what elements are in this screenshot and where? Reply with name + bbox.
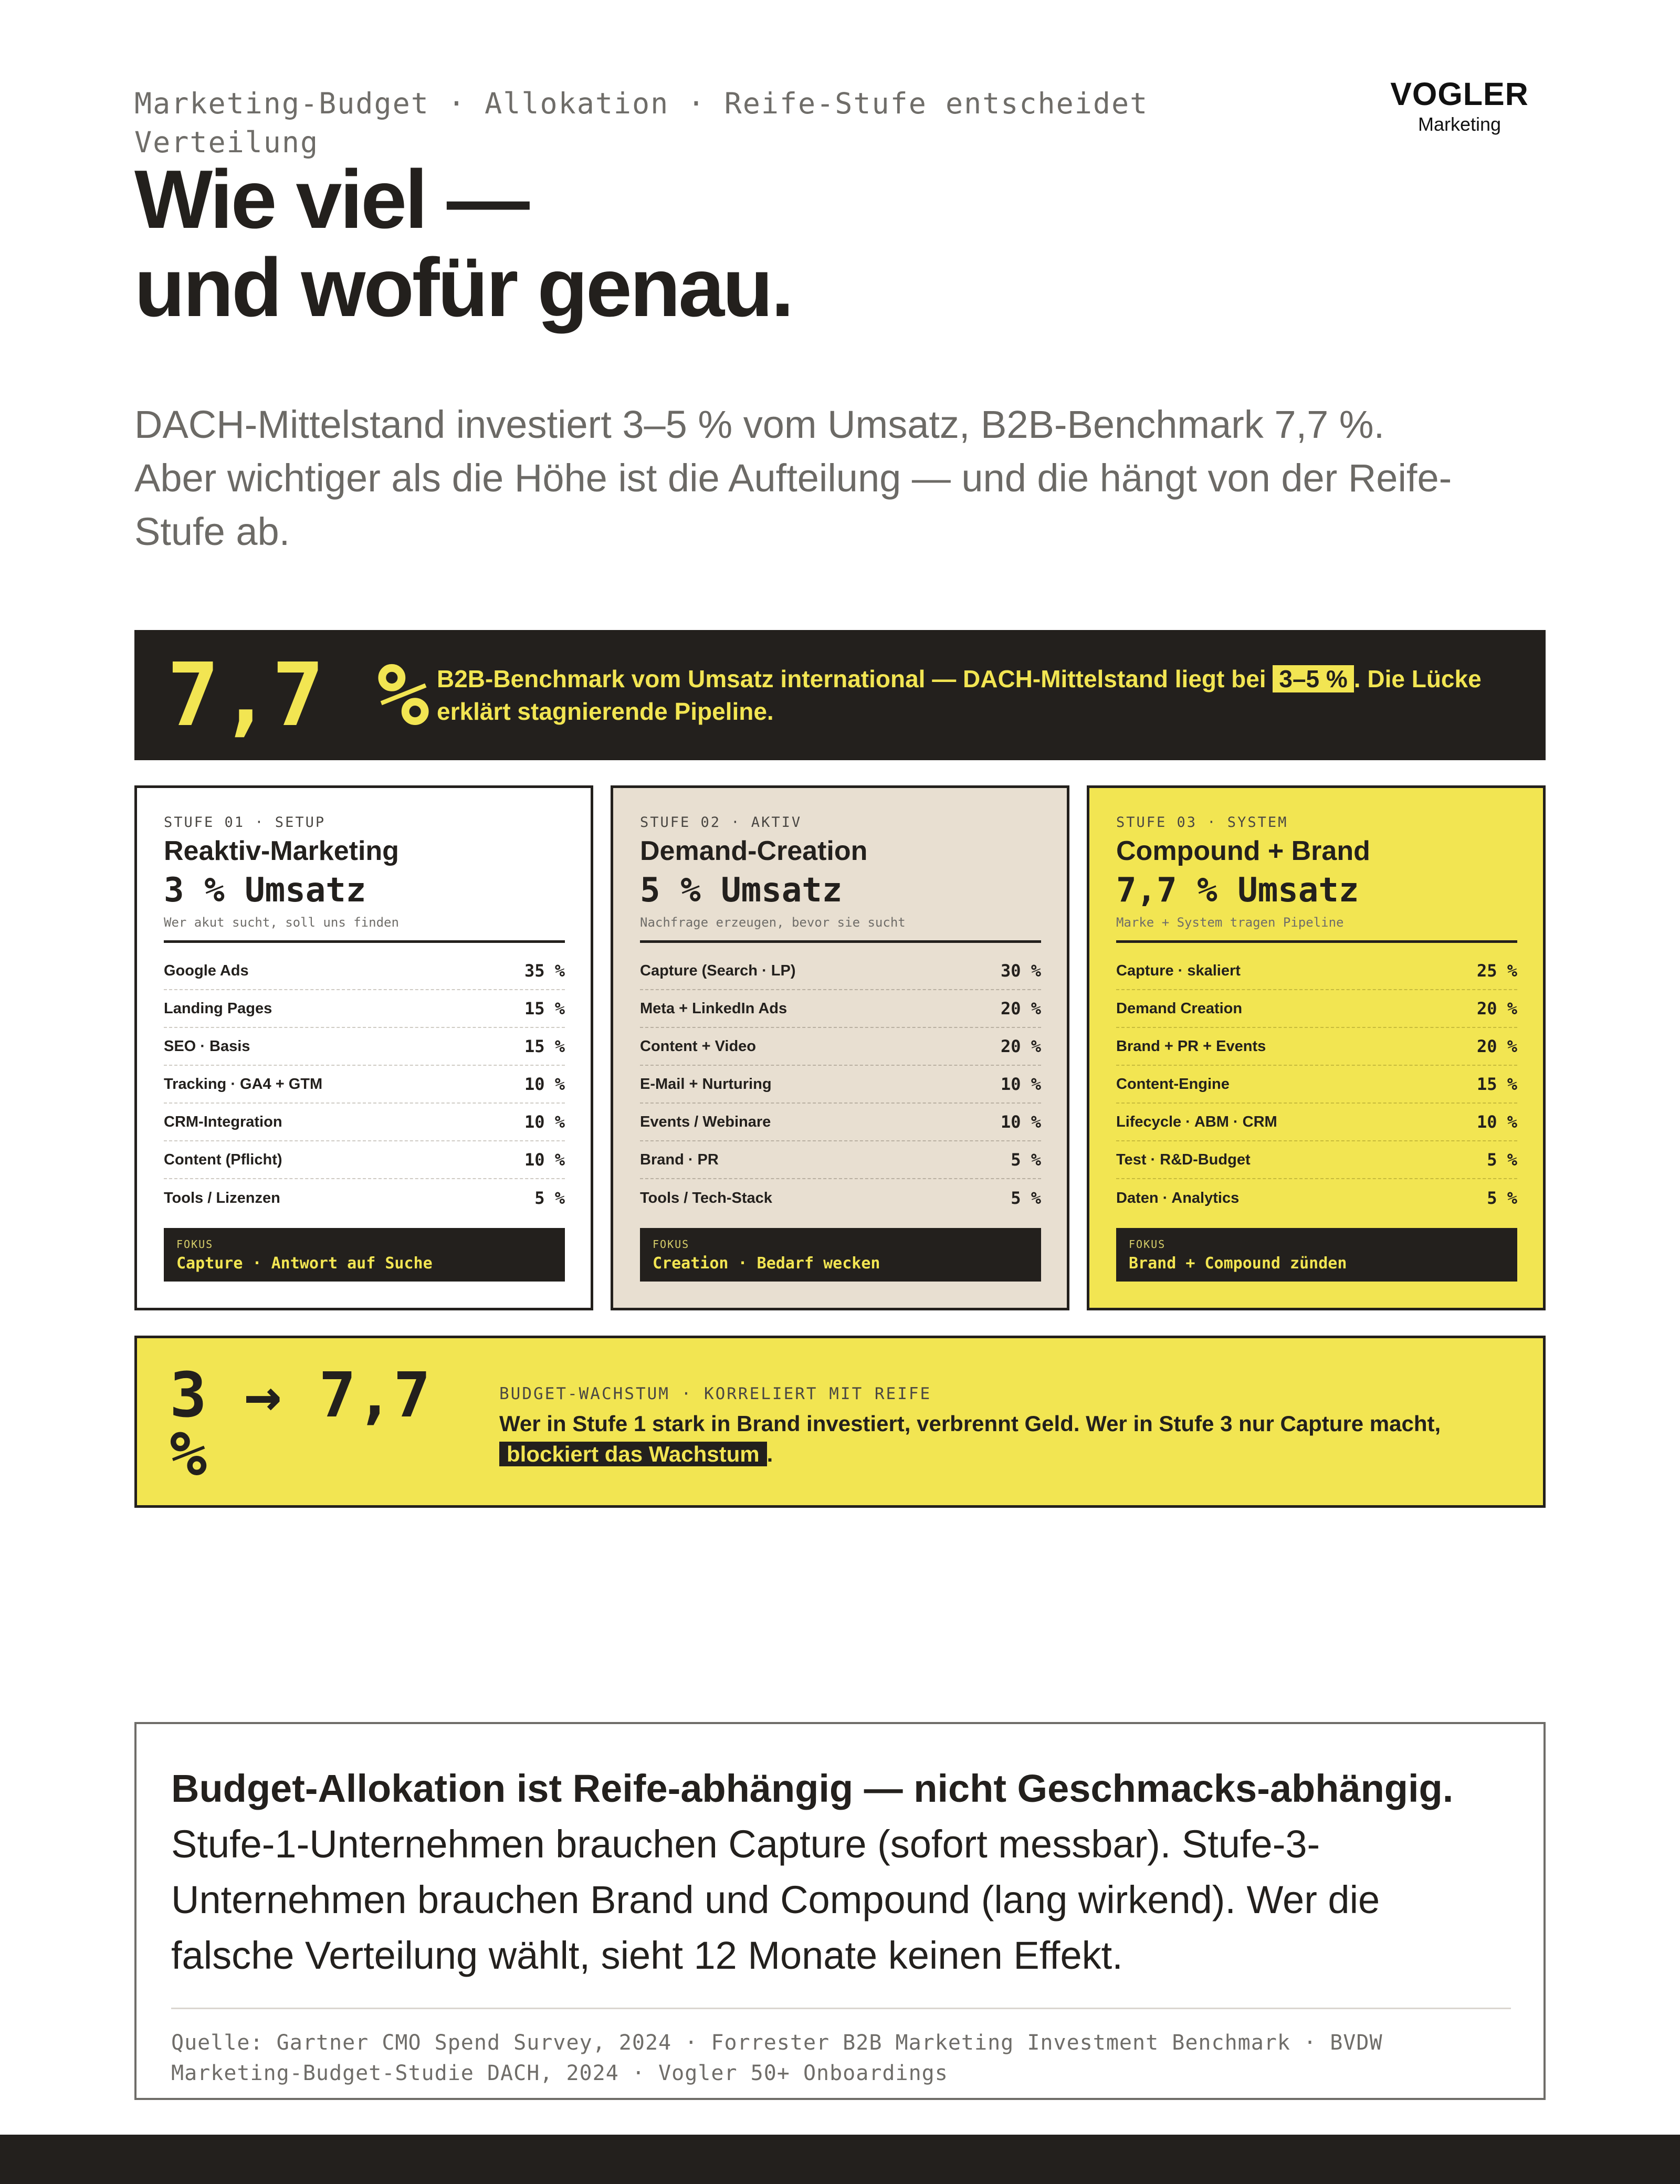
benchmark-text-before: B2B-Benchmark vom Umsatz international — DACH-Mittelstand liegt bei [437, 665, 1273, 692]
allocation-label: Capture · skaliert [1116, 962, 1241, 979]
allocation-row [640, 1066, 1041, 1104]
allocation-row [1116, 990, 1517, 1028]
source-note: Quelle: Gartner CMO Spend Survey, 2024 · Forrester B2B Marketing Investment Benchmark · BVDW Marketing-Budget-Studie DACH, 2024 · Vogler 50+ Onboardings [171, 2031, 1383, 2085]
allocation-row [1116, 1066, 1517, 1104]
allocation-row [640, 1179, 1041, 1217]
allocation-value: 10 % [524, 1112, 565, 1132]
focus-value: Brand + Compound zünden [1129, 1254, 1347, 1273]
allocation-row [640, 952, 1041, 990]
growth-text [499, 1409, 1497, 1469]
allocation-row [1116, 1104, 1517, 1141]
allocation-row [164, 1028, 565, 1066]
allocation-list [640, 952, 1041, 1217]
stage-focus-box [164, 1228, 565, 1282]
growth-text-before: Wer in Stufe 1 stark in Brand investiert, verbrennt Geld. Wer in Stufe 3 nur Capture macht, [499, 1411, 1441, 1436]
allocation-value: 20 % [1476, 999, 1517, 1018]
stage-title: Demand-Creation [640, 836, 868, 866]
stage-card-content [1116, 813, 1517, 1217]
stage-tagline: Nachfrage erzeugen, bevor sie sucht [640, 915, 906, 930]
allocation-row [640, 1104, 1041, 1141]
allocation-row [640, 990, 1041, 1028]
allocation-list [1116, 952, 1517, 1217]
allocation-label: Tools / Tech-Stack [640, 1189, 772, 1206]
allocation-value: 5 % [534, 1188, 565, 1208]
allocation-row [1116, 952, 1517, 990]
allocation-row [164, 1104, 565, 1141]
stage-title: Reaktiv-Marketing [164, 836, 399, 866]
allocation-value: 5 % [1011, 1150, 1041, 1170]
focus-label: FOKUS [1129, 1238, 1166, 1251]
allocation-label: CRM-Integration [164, 1113, 282, 1130]
focus-label: FOKUS [176, 1238, 214, 1251]
allocation-value: 35 % [524, 961, 565, 981]
allocation-value: 5 % [1011, 1188, 1041, 1208]
stage-card-3 [1087, 785, 1546, 1310]
growth-callout [134, 1336, 1546, 1508]
allocation-value: 20 % [1000, 1036, 1041, 1056]
logo-wordmark: VOGLER [1390, 76, 1529, 112]
allocation-label: Meta + LinkedIn Ads [640, 1000, 788, 1017]
stage-label: STUFE 01 · SETUP [164, 814, 326, 831]
conclusion-box [134, 1722, 1546, 2100]
growth-highlight: blockiert das Wachstum [499, 1442, 767, 1466]
allocation-value: 10 % [1000, 1112, 1041, 1132]
benchmark-highlight: 3–5 % [1273, 665, 1353, 692]
allocation-row [164, 1141, 565, 1179]
allocation-row [1116, 1028, 1517, 1066]
allocation-row [164, 1179, 565, 1217]
divider [640, 940, 1041, 943]
stage-tagline: Marke + System tragen Pipeline [1116, 915, 1344, 930]
allocation-row [164, 990, 565, 1028]
allocation-value: 25 % [1476, 961, 1517, 981]
allocation-value: 5 % [1487, 1150, 1517, 1170]
allocation-value: 30 % [1000, 961, 1041, 981]
conclusion-text [171, 1761, 1505, 1983]
allocation-label: Content-Engine [1116, 1075, 1230, 1093]
headline-line-2: und wofür genau. [134, 242, 792, 334]
allocation-value: 20 % [1476, 1036, 1517, 1056]
stage-budget: 3 % Umsatz [164, 871, 366, 910]
footer-bar [0, 2135, 1680, 2184]
allocation-row [164, 952, 565, 990]
allocation-value: 5 % [1487, 1188, 1517, 1208]
growth-text-after: . [766, 1442, 773, 1466]
allocation-label: Test · R&D-Budget [1116, 1151, 1251, 1168]
stage-focus-box [640, 1228, 1041, 1282]
focus-value: Capture · Antwort auf Suche [176, 1254, 433, 1273]
divider [164, 940, 565, 943]
allocation-label: Tools / Lizenzen [164, 1189, 280, 1206]
allocation-label: Daten · Analytics [1116, 1189, 1240, 1206]
benchmark-text [437, 663, 1529, 728]
allocation-label: Brand + PR + Events [1116, 1037, 1266, 1055]
growth-label: BUDGET-WACHSTUM · KORRELIERT MIT REIFE [499, 1384, 932, 1403]
allocation-label: Demand Creation [1116, 1000, 1243, 1017]
benchmark-value: 7,7 % [167, 645, 429, 746]
conclusion-body: Stufe-1-Unternehmen brauchen Capture (sofort messbar). Stufe-3-Unternehmen brauchen Brand und Compound (lang wirkend). Wer die falsche Verteilung wählt, sieht 12 Monate keinen Effekt. [171, 1822, 1380, 1977]
allocation-label: Lifecycle · ABM · CRM [1116, 1113, 1277, 1130]
divider [171, 2008, 1511, 2009]
stage-card-content [640, 813, 1041, 1217]
allocation-label: SEO · Basis [164, 1037, 250, 1055]
brand-logo [1376, 77, 1544, 135]
allocation-label: Events / Webinare [640, 1113, 771, 1130]
allocation-label: Brand · PR [640, 1151, 719, 1168]
logo-subtitle: Marketing [1418, 113, 1502, 135]
allocation-label: Capture (Search · LP) [640, 962, 796, 979]
stage-budget: 5 % Umsatz [640, 871, 843, 910]
allocation-row [1116, 1179, 1517, 1217]
allocation-label: Content (Pflicht) [164, 1151, 282, 1168]
allocation-label: Landing Pages [164, 1000, 272, 1017]
intro-paragraph: DACH-Mittelstand investiert 3–5 % vom Umsatz, B2B-Benchmark 7,7 %. Aber wichtiger als die Höhe ist die Aufteilung — und die hängt von der Reife-Stufe ab. [134, 403, 1452, 553]
allocation-row [640, 1028, 1041, 1066]
allocation-value: 15 % [524, 1036, 565, 1056]
focus-value: Creation · Bedarf wecken [653, 1254, 880, 1273]
stage-label: STUFE 03 · SYSTEM [1116, 814, 1288, 831]
allocation-label: Content + Video [640, 1037, 757, 1055]
allocation-value: 15 % [1476, 1074, 1517, 1094]
divider [1116, 940, 1517, 943]
conclusion-strong: Budget-Allokation ist Reife-abhängig — nicht Geschmacks-abhängig. [171, 1767, 1454, 1810]
focus-label: FOKUS [653, 1238, 690, 1251]
stage-tagline: Wer akut sucht, soll uns finden [164, 915, 399, 930]
page-title [134, 155, 792, 332]
allocation-label: E-Mail + Nurturing [640, 1075, 772, 1093]
stage-card-2 [611, 785, 1069, 1310]
allocation-value: 20 % [1000, 999, 1041, 1018]
allocation-value: 10 % [524, 1150, 565, 1170]
allocation-list [164, 952, 565, 1217]
stage-title: Compound + Brand [1116, 836, 1370, 866]
stage-card-content [164, 813, 565, 1217]
allocation-value: 15 % [524, 999, 565, 1018]
stage-budget: 7,7 % Umsatz [1116, 871, 1359, 910]
growth-value: 3 → 7,7 % [170, 1359, 431, 1490]
allocation-value: 10 % [524, 1074, 565, 1094]
allocation-row [640, 1141, 1041, 1179]
benchmark-text-after: . Die Lücke erklärt stagnierende Pipeline. [437, 665, 1482, 725]
stage-card-1 [134, 785, 593, 1310]
stage-focus-box [1116, 1228, 1517, 1282]
allocation-label: Google Ads [164, 962, 249, 979]
eyebrow: Marketing-Budget · Allokation · Reife-Stufe entscheidet Verteilung [134, 87, 1149, 159]
allocation-value: 10 % [1000, 1074, 1041, 1094]
benchmark-banner [134, 630, 1546, 760]
allocation-row [164, 1066, 565, 1104]
allocation-value: 10 % [1476, 1112, 1517, 1132]
stage-label: STUFE 02 · AKTIV [640, 814, 802, 831]
allocation-row [1116, 1141, 1517, 1179]
allocation-label: Tracking · GA4 + GTM [164, 1075, 323, 1093]
headline-line-1: Wie viel — [134, 153, 528, 246]
